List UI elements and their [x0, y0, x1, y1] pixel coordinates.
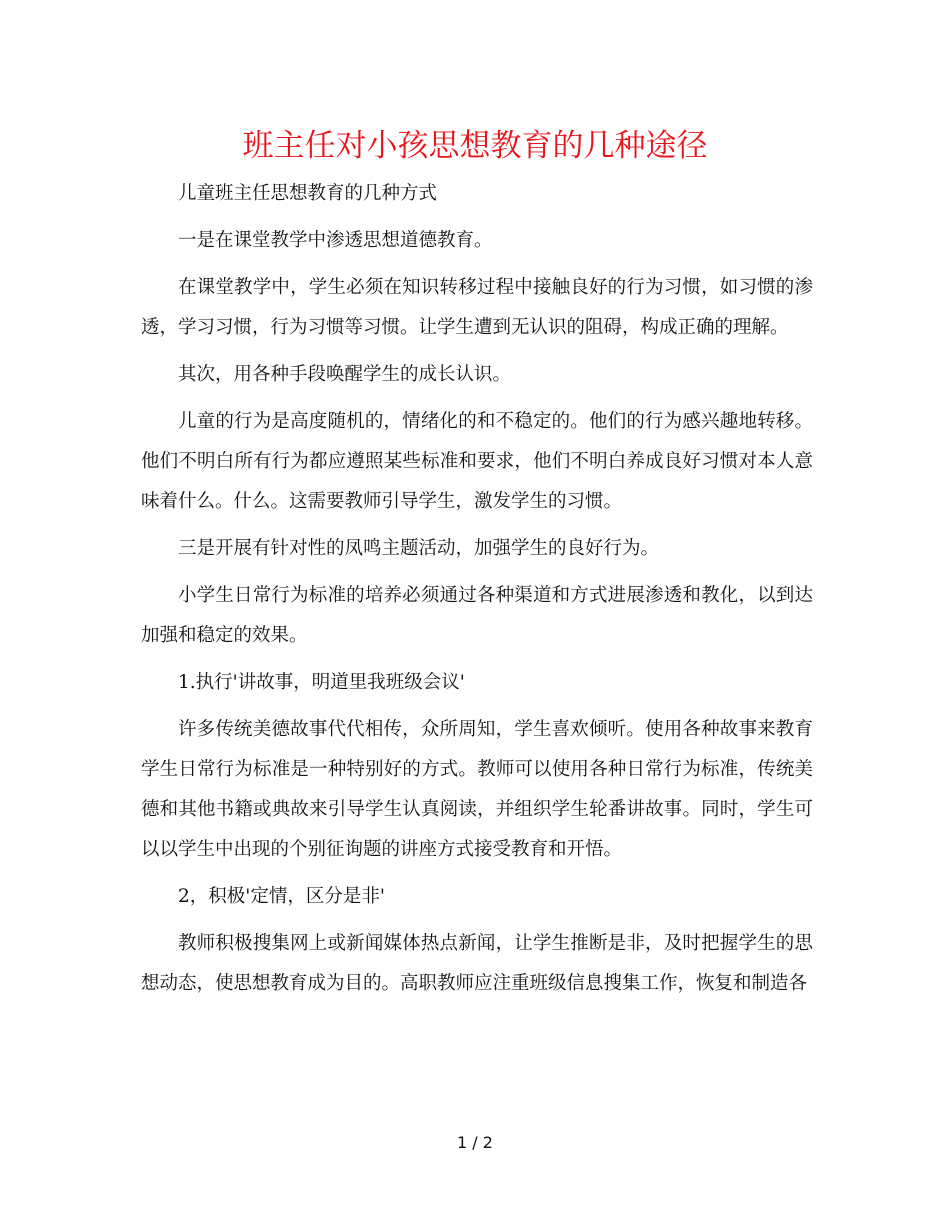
document-body [141, 174, 813, 1004]
document-title: 班主任对小孩思想教育的几种途径 [242, 128, 708, 164]
paragraph: 1.执行'讲故事，明道里我班级会议' [178, 672, 465, 693]
paragraph: 在课堂教学中，学生必须在知识转移过程中接触良好的行为习惯，如习惯的渗透，学习习惯，行为习惯等习惯。让学生遭到无认识的阻碍，构成正确的理解。 [141, 277, 813, 338]
paragraph: 一是在课堂教学中渗透思想道德教育。 [178, 230, 493, 251]
paragraph: 儿童的行为是高度随机的，情绪化的和不稳定的。他们的行为感兴趣地转移。他们不明白所有行为都应遵照某些标准和要求，他们不明白养成良好习惯对本人意味着什么。什么。这需要教师引导学生，激发学生的习惯。 [141, 411, 813, 512]
page-number: 1 / 2 [457, 1133, 493, 1152]
paragraph: 2，积极'定情，区分是非' [178, 886, 385, 907]
paragraph: 其次，用各种手段唤醒学生的成长认识。 [178, 364, 512, 385]
paragraph: 许多传统美德故事代代相传，众所周知，学生喜欢倾听。使用各种故事来教育学生日常行为标准是一种特别好的方式。教师可以使用各种日常行为标准，传统美德和其他书籍或典故来引导学生认真阅读，并组织学生轮番讲故事。同时，学生可以以学生中出现的个别征询题的讲座方式接受教育和开悟。 [141, 719, 813, 860]
paragraph: 三是开展有针对性的凤鸣主题活动，加强学生的良好行为。 [178, 538, 660, 559]
paragraph: 教师积极搜集网上或新闻媒体热点新闻，让学生推断是非，及时把握学生的思想动态，使思想教育成为目的。高职教师应注重班级信息搜集工作，恢复和制造各 [141, 933, 813, 994]
paragraph: 小学生日常行为标准的培养必须通过各种渠道和方式进展渗透和教化，以到达加强和稳定的效果。 [141, 585, 813, 646]
paragraph: 儿童班主任思想教育的几种方式 [178, 183, 438, 204]
